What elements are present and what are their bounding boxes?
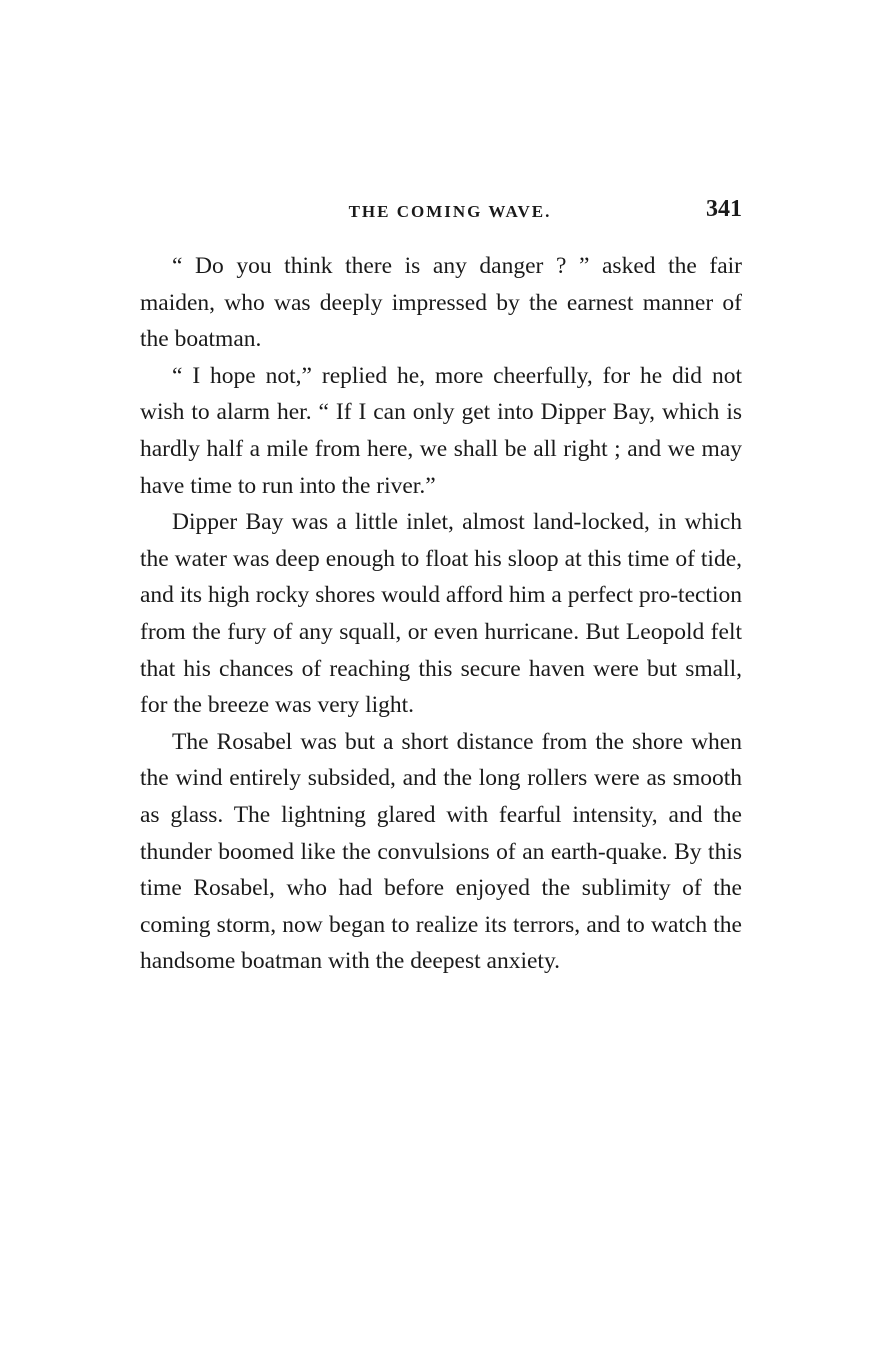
- running-head: [140, 196, 742, 236]
- paragraph-2: “ I hope not,” replied he, more cheerfully, for he did not wish to alarm her. “ If I can only get into Dipper Bay, which is hardly half a mile from here, we shall be all right ; and we may have time to run into the river.”: [140, 362, 742, 499]
- paragraph-4: The Rosabel was but a short distance from the shore when the wind entirely subsided, and the long rollers were as smooth as glass. The lightning glared with fearful intensity, and the thunder boomed like the convulsions of an earth-quake. By this time Rosabel, who had before enjoyed the sublimity of the coming storm, now began to realize its terrors, and to watch the handsome boatman with the deepest anxiety.: [140, 728, 742, 975]
- body-text: [140, 248, 742, 980]
- page-number: 341: [706, 196, 742, 222]
- running-title: THE COMING WAVE.: [348, 202, 552, 221]
- paragraph-1: “ Do you think there is any danger ? ” asked the fair maiden, who was deeply impressed by the earnest manner of the boatman.: [140, 253, 742, 353]
- paragraph-3: Dipper Bay was a little inlet, almost land-locked, in which the water was deep enough to float his sloop at this time of tide, and its high rocky shores would afford him a perfect pro-tection from the fury of any squall, or even hurricane. But Leopold felt that his chances of reaching this secure haven were but small, for the breeze was very light.: [140, 509, 742, 719]
